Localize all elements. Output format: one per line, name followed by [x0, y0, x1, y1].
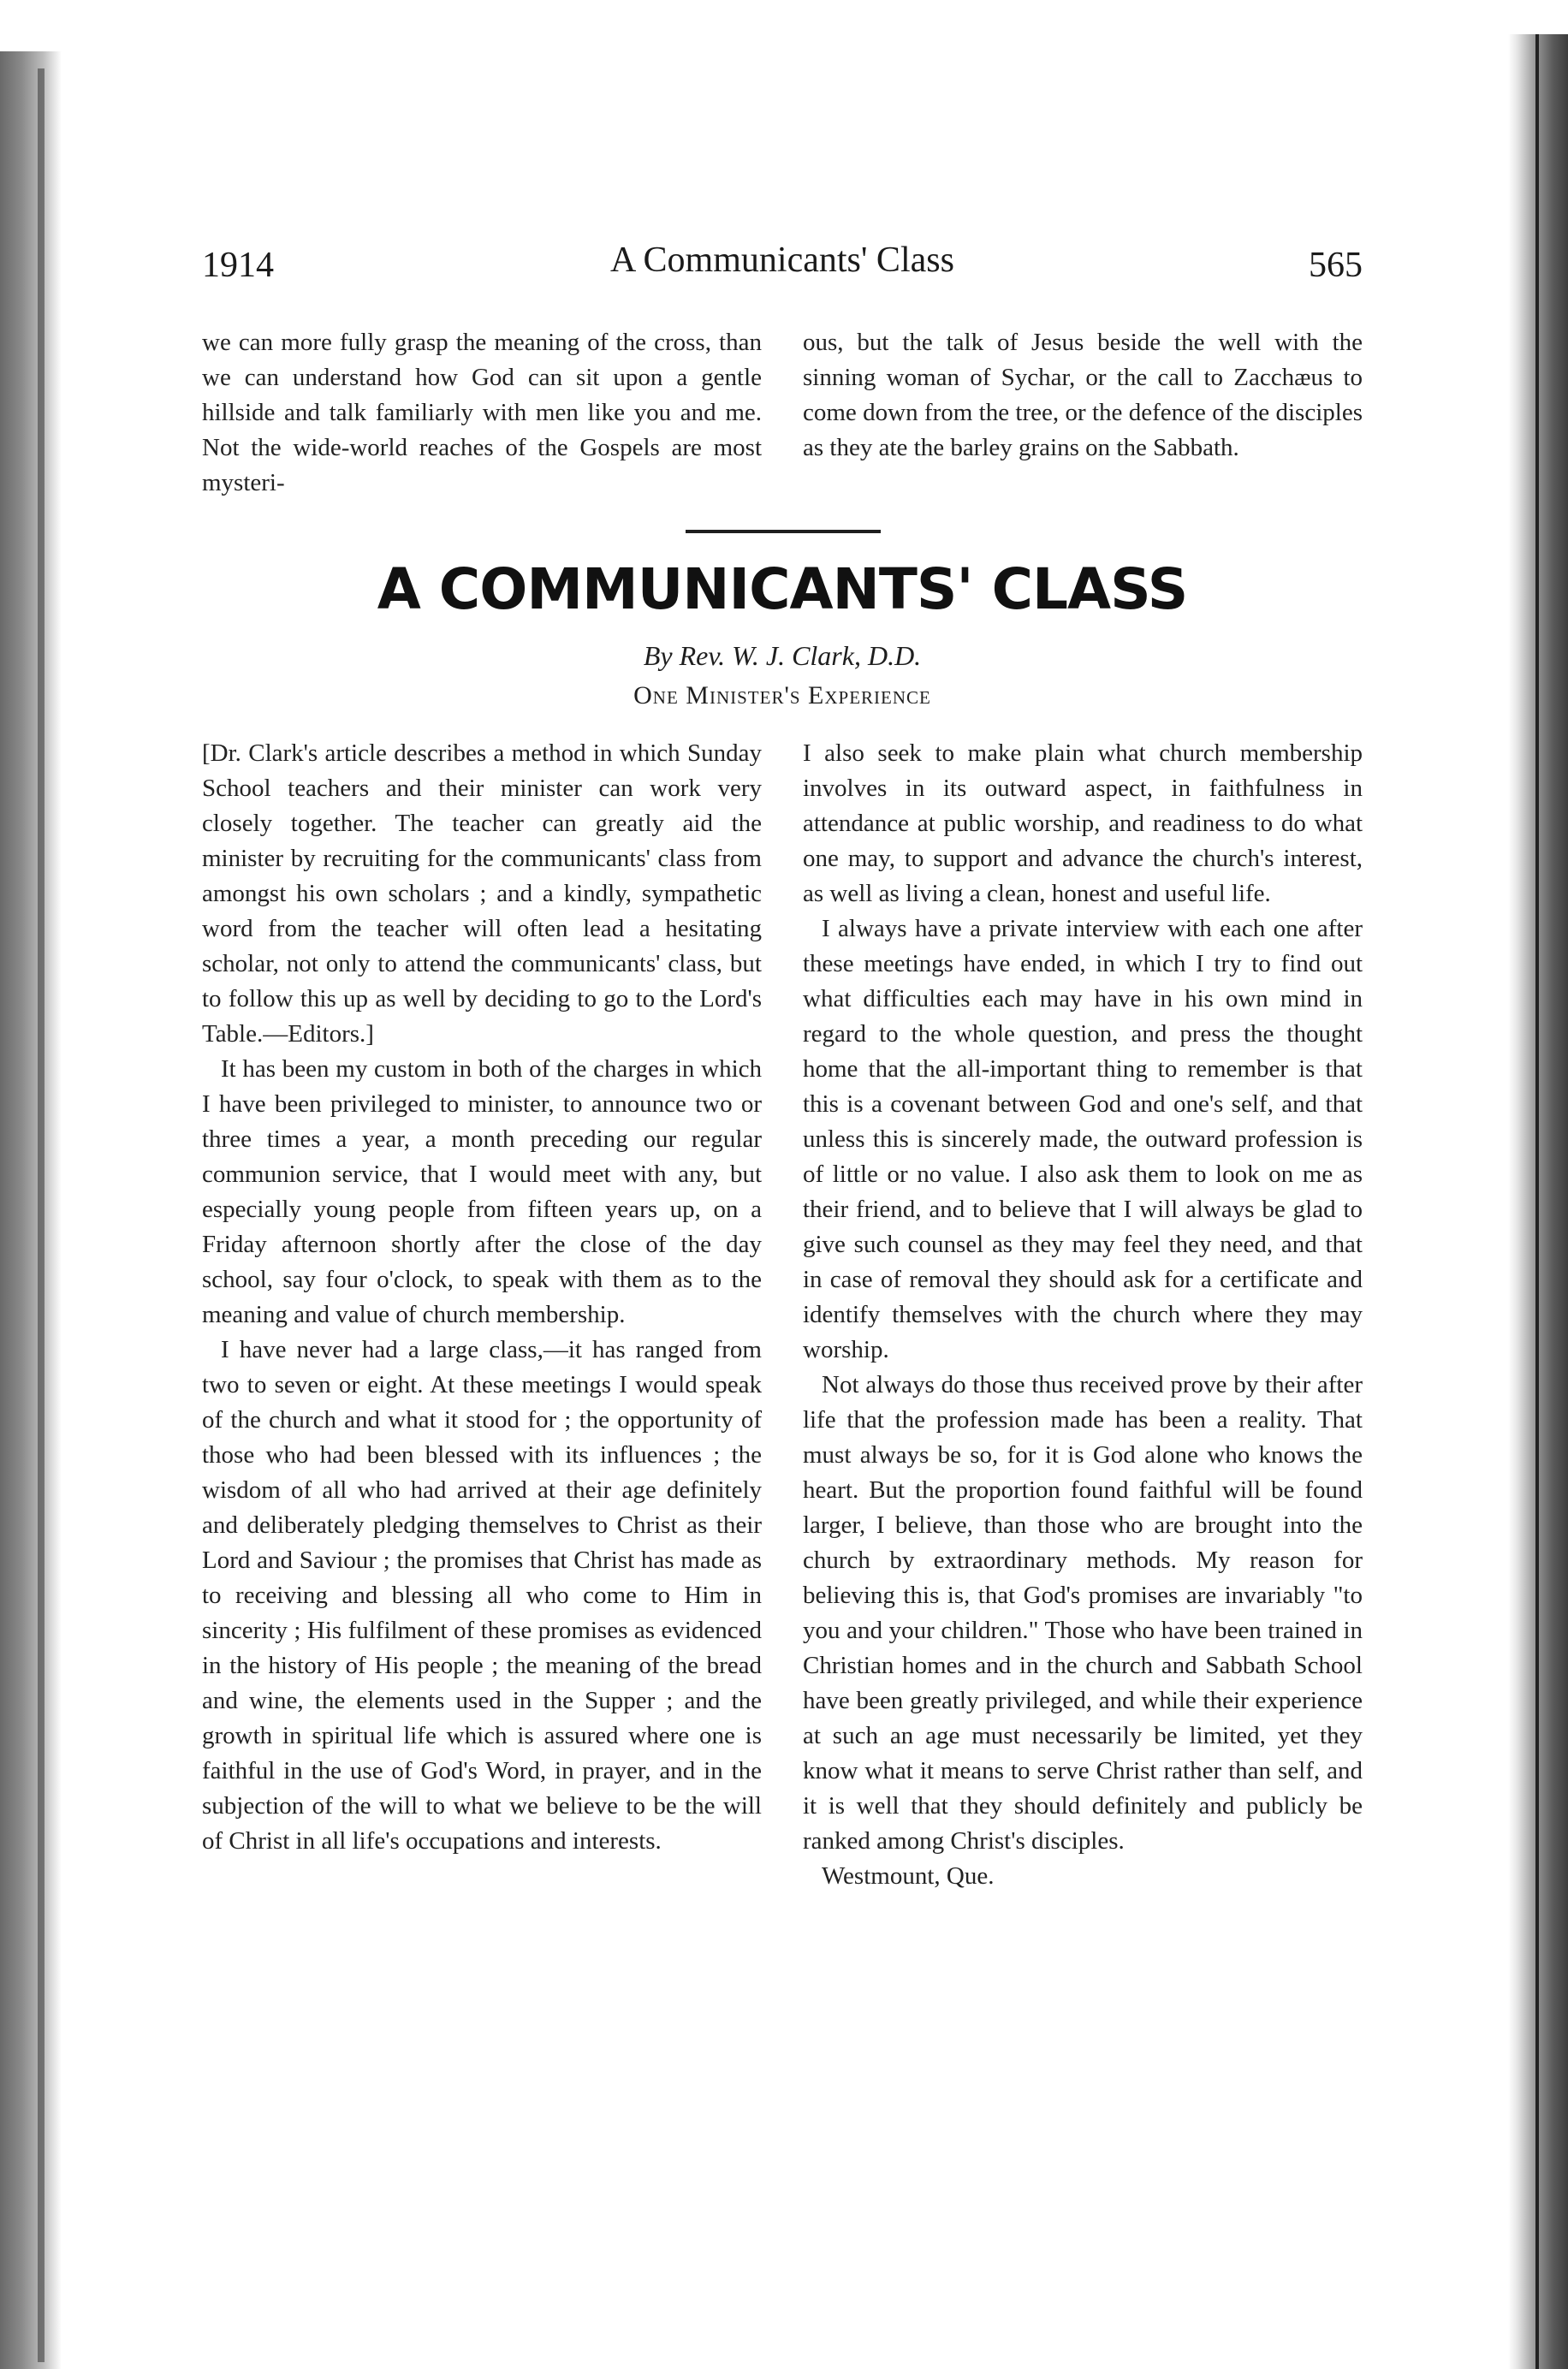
header-year: 1914 [202, 246, 274, 285]
article-subtitle: One Minister's Experience [633, 681, 931, 710]
body-paragraph: It has been my custom in both of the charges in which I have been privileged to minister, to announce two or three times a year, a month preceding our regular communion service, that I would meet with any, but especially young people from fifteen years up, on a Friday afternoon shortly after the close of the day school, say four o'clock, to speak with them as to the meaning and value of church membership. [202, 1055, 762, 1328]
body-paragraph: I always have a private interview with each one after these meetings have ended, in which I try to find out what difficulties each may have in his own mind in regard to the whole question, and press the thought home that the all-important thing to remember is that this is a covenant between God and one's self, and that unless this is sincerely made, the outward profession is of little or no value. I also ask them to look on me as their friend, and to believe that I will always be glad to give such counsel as they may feel they need, and that in case of removal they should ask for a certificate and identify themselves with the church where they may worship. [803, 915, 1363, 1363]
article-byline: By Rev. W. J. Clark, D.D. [643, 640, 922, 671]
article-right-column [803, 736, 1363, 1894]
header-page-number: 565 [1309, 246, 1363, 285]
book-page [202, 231, 1363, 2148]
preceding-article-right-column [803, 325, 1363, 466]
section-divider-rule [686, 530, 881, 533]
preceding-article-left-column [202, 325, 762, 501]
body-paragraph: I have never had a large class,—it has ranged from two to seven or eight. At these meetings I would speak of the church and what it stood for ; the opportunity of those who had been blessed with its influences ; the wisdom of all who had arrived at their age definitely and deliberately pledging themselves to Christ as their Lord and Saviour ; the promises that Christ has made as to receiving and blessing all who come to Him in sincerity ; His fulfilment of these promises as evidenced in the history of His people ; the meaning of the bread and wine, the elements used in the Supper ; and the growth in spiritual life which is assured where one is faithful in the use of God's Word, in prayer, and in the subjection of the will to what we believe to be the will of Christ in all life's occupations and interests. [202, 1336, 762, 1855]
article-left-column [202, 736, 762, 1859]
body-paragraph: I also seek to make plain what church membership involves in its outward aspect, in faithfulness in attendance at public worship, and readiness to do what one may, to support and advance the church's interest, as well as living a clean, honest and useful life. [803, 739, 1363, 907]
header-running-title: A Communicants' Class [610, 240, 954, 280]
article-title: A COMMUNICANTS' CLASS [377, 556, 1188, 622]
preceding-text-left: we can more fully grasp the meaning of the cross, than we can understand how God can sit upon a gentle hillside and talk familiarly with men like you and me. Not the wide-world reaches of the Gospels are most mysteri- [202, 329, 762, 496]
editor-note-paragraph: [Dr. Clark's article describes a method in which Sunday School teachers and their minister can work very closely together. The teacher can greatly aid the minister by recruiting for the communicants' class from amongst his own scholars ; and a kindly, sympathetic word from the teacher will often lead a hesitating scholar, not only to attend the communicants' class, but to follow this up as well by deciding to go to the Lord's Table.—Editors.] [202, 739, 762, 1048]
body-paragraph: Not always do those thus received prove by their after life that the profession made has been a reality. That must always be so, for it is God alone who knows the heart. But the proportion found faithful will be found larger, I believe, than those who are brought into the church by extraordinary methods. My reason for believing this is, that God's promises are invariably "to you and your children." Those who have been trained in Christian homes and in the church and Sabbath School have been greatly privileged, and while their experience at such an age must necessarily be limited, yet they know what it means to serve Christ rather than self, and it is well that they should definitely and publicly be ranked among Christ's disciples. [803, 1371, 1363, 1855]
article-place-signoff: Westmount, Que. [822, 1862, 995, 1890]
running-header [202, 231, 1363, 291]
scan-page-edge-line-right [1535, 34, 1539, 2369]
preceding-text-right: ous, but the talk of Jesus beside the well with the sinning woman of Sychar, or the call to Zacchæus to come down from the tree, or the defence of the disciples as they ate the barley grains on the Sabbath. [803, 329, 1363, 461]
scan-binding-shadow-left [0, 51, 62, 2369]
scan-binding-line-left [38, 68, 45, 2362]
